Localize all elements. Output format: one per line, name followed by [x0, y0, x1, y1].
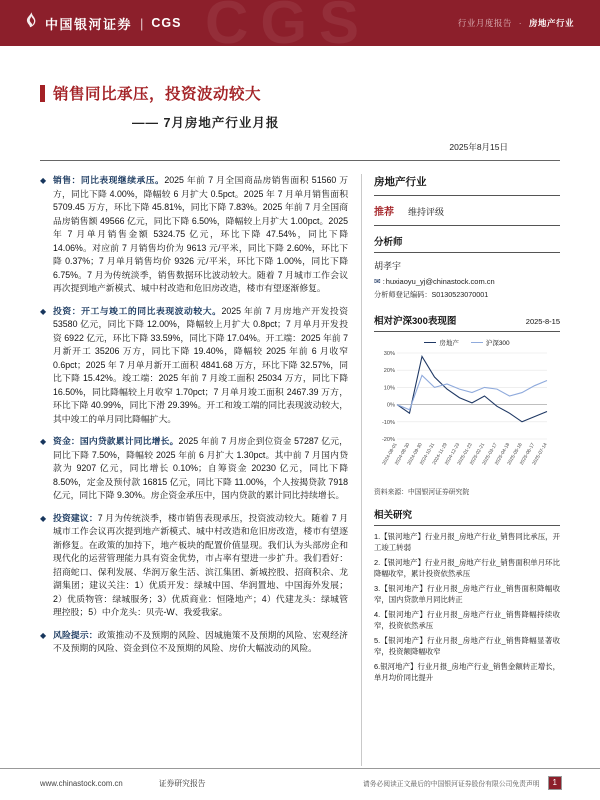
- header-banner: [0, 0, 600, 46]
- section-heading: 风险提示：: [53, 629, 98, 640]
- svg-text:2025-02-21: 2025-02-21: [469, 442, 487, 467]
- performance-chart-title: 相对沪深300表现图: [374, 316, 457, 327]
- report-type-label: 行业月度报告: [457, 18, 512, 28]
- email-colon: :: [382, 277, 385, 286]
- section-body: 2025 年前 7 月房企到位资金 57287 亿元，同比下降 7.50%，降幅较 2025 年前 6 月扩大 1.30pct。其中前 7 月国内贷款为 9207 亿元，同比增长 0.10%；自筹资金 20230 亿元，同比下降 8.50%，定金及预付款 16815 亿元，同比下降 11.00%，个人按揭贷款 7918 亿元，同比下降 9.30%。房企资金承压中，国内贷款的累计同比持续增长。: [53, 436, 348, 500]
- section-body: 2025 年前 7 月房地产开发投资 53580 亿元，同比下降 12.00%，降幅较上月扩大 0.8pct；7 月单月开发投资 6922 亿元，环比下降 33.59%，同比下降 17.04%。开工端：2025 年前 7 月新开工 35206 万方，同比下降 19.40%，降幅较 2025 年前 6 月收窄 0.6pct；2025 年 7 月单月新开工面积 4841.68 万方，环比下降 32.57%，同比下降 15.42%。竣工端：2025 年前 7 月竣工面积 25034 万方，同比下降 16.50%，同比降幅较上月收窄 1.70pct；7 月单月竣工面积 2467.39 万方，环比下降 40.99%，同比下滑 29.39%。开工和竣工端的同比表现波动较大，其中竣工的单月同比降幅扩大。: [53, 305, 348, 424]
- logo-divider: |: [140, 15, 144, 31]
- report-subtitle: —— 7月房地产行业月报: [132, 116, 280, 130]
- performance-chart: [374, 347, 560, 483]
- section-heading: 资金：国内贷款累计同比增长。: [53, 436, 179, 446]
- svg-text:20%: 20%: [383, 368, 395, 375]
- svg-text:2025-03-17: 2025-03-17: [482, 442, 499, 467]
- related-research-item[interactable]: 2.【银河地产】行业月报_房地产行业_销售面积单月环比降幅收窄，累计投资依然承压: [374, 558, 560, 578]
- svg-text:2025-04-18: 2025-04-18: [494, 442, 512, 467]
- report-section: [40, 629, 348, 656]
- sidebar: [362, 174, 560, 766]
- performance-chart-svg: [374, 347, 550, 483]
- title-accent-bar: [40, 85, 45, 102]
- analyst-reg-code: 分析师登记编码：S0130523070001: [374, 290, 489, 299]
- title-divider: [40, 160, 560, 161]
- cgs-flame-icon: [24, 11, 39, 35]
- chart-legend-item: 房地产: [424, 338, 459, 347]
- report-date: 2025年8月15日: [449, 142, 508, 152]
- svg-text:2024-08-30: 2024-08-30: [394, 442, 412, 467]
- chart-legend: [374, 338, 560, 347]
- rating-label: 推荐: [374, 207, 394, 218]
- svg-text:-10%: -10%: [381, 419, 395, 426]
- industry-title: 房地产行业: [374, 174, 560, 196]
- svg-text:2025-01-23: 2025-01-23: [457, 442, 474, 467]
- section-heading: 投资：开工与竣工的同比表现波动较大。: [53, 305, 222, 316]
- related-research-item[interactable]: 5.【银河地产】行业月报_房地产行业_销售降幅显著收窄，投资额降幅收窄: [374, 636, 560, 656]
- bullet-diamond-icon: ◆: [40, 176, 47, 185]
- envelope-icon: ✉: [374, 277, 381, 286]
- bullet-diamond-icon: ◆: [40, 437, 47, 446]
- related-research-item[interactable]: 4.【银河地产】行业月报_房地产行业_销售降幅持续收窄，投资依然承压: [374, 610, 560, 630]
- cgs-logo: [24, 11, 182, 35]
- svg-text:2024-08-01: 2024-08-01: [382, 442, 399, 467]
- bullet-diamond-icon: ◆: [40, 630, 47, 640]
- footer-website[interactable]: www.chinastock.com.cn: [40, 778, 123, 788]
- report-section: [40, 435, 348, 503]
- footer: [0, 768, 600, 790]
- analyst-email-row: [374, 277, 560, 286]
- bullet-diamond-icon: ◆: [40, 306, 47, 316]
- svg-text:2025-07-14: 2025-07-14: [532, 442, 549, 467]
- svg-text:2024-12-23: 2024-12-23: [444, 442, 462, 467]
- svg-text:2024-10-31: 2024-10-31: [419, 442, 437, 467]
- report-section: [40, 305, 348, 427]
- section-body: 7 月为传统淡季，楼市销售表现承压，投资波动较大。随着 7 月城市工作会议再次提到地产新模式、城中村改造和危旧房改造，楼市有望逐渐修复。在政策的加持下，地产板块的配置价值显现。我们认为头部房企和现代化的运营管理能力具有资金优势，市占率有望进一步扩升。我们看好：招商蛇口、保利发展、华润万象生活、滨江集团、新城控股、招商积余、龙湖集团；建议关注：1）优质开发：绿城中国、华润置地、中国海外发展；2）优质物管：绿城服务；3）优质商业：恒隆地产；4）代建龙头：绿城管理控股；5）中介龙头：贝壳-W、我爱我家。: [53, 512, 348, 617]
- section-body: 政策推动不及预期的风险、因城施策不及预期的风险、宏观经济不及预期的风险、资金到位不及预期的风险、房价大幅波动的风险。: [53, 629, 348, 653]
- rating-status: 维持评级: [408, 207, 445, 217]
- svg-text:2025-06-17: 2025-06-17: [519, 442, 537, 467]
- svg-text:-20%: -20%: [381, 437, 395, 443]
- report-section: [40, 174, 348, 296]
- related-research-item[interactable]: 3.【银河地产】行业月报_房地产行业_销售面积降幅收窄，国内贷款单月同比转正: [374, 584, 560, 604]
- report-section: [40, 512, 348, 620]
- analyst-email[interactable]: huxiaoyu_yj@chinastock.com.cn: [385, 277, 495, 286]
- bullet-diamond-icon: ◆: [40, 513, 47, 523]
- chart-legend-item: 沪深300: [471, 338, 510, 347]
- section-heading: 投资建议：: [53, 512, 98, 523]
- svg-text:2024-11-29: 2024-11-29: [432, 442, 449, 466]
- footer-disclaimer: 请务必阅读正文最后的中国银河证券股份有限公司免责声明: [362, 781, 540, 788]
- logo-text: 中国银河证券: [45, 16, 133, 32]
- section-heading: 销售：同比表现继续承压。: [53, 175, 165, 185]
- related-research-list: [374, 532, 560, 683]
- report-title: 销售同比承压，投资波动较大: [53, 86, 262, 103]
- svg-text:2025-05-16: 2025-05-16: [507, 442, 524, 467]
- title-block: [40, 82, 560, 153]
- performance-chart-date: 2025-8-15: [525, 317, 560, 326]
- related-research-item[interactable]: 6.银河地产】行业月报_房地产行业_销售金额转正增长，单月均价同比提升: [374, 662, 560, 682]
- svg-text:0%: 0%: [386, 402, 395, 409]
- page-number: 1: [548, 776, 562, 790]
- banner-category: [458, 17, 574, 29]
- report-sections: [40, 174, 362, 766]
- page-body: [40, 174, 560, 766]
- banner-watermark: CGS: [205, 0, 372, 46]
- related-research-title: 相关研究: [374, 507, 560, 526]
- rating-row: [374, 203, 560, 226]
- svg-text:30%: 30%: [383, 351, 395, 357]
- footer-report-label: 证券研究报告: [158, 778, 206, 788]
- analyst-name: 胡孝宇: [374, 261, 402, 271]
- logo-suffix: CGS: [151, 16, 182, 30]
- banner-industry-label: 房地产行业: [528, 18, 574, 28]
- analyst-section-title: 分析师: [374, 234, 560, 253]
- svg-text:10%: 10%: [383, 385, 395, 392]
- chart-source: 资料来源：中国银河证券研究院: [374, 489, 470, 496]
- category-separator: ·: [518, 18, 523, 28]
- related-research-item[interactable]: 1.【银河地产】行业月报_房地产行业_销售同比承压，开工竣工转弱: [374, 532, 560, 552]
- performance-chart-header: [374, 313, 560, 332]
- section-body: 2025 年前 7 月全国商品房销售面积 51560 万方，同比下降 4.00%，降幅较 6 月扩大 0.5pct。2025 年 7 月单月销售面积 5709.45 万方，环比下降 45.81%，同比下降 7.83%。2025 年前 7 月全国商品房销售额 49566 亿元，同比下降 6.50%，降幅较上月扩大 1.00pct。2025 年 7 月单月销售金额 5324.75 亿元，环比下降 47.54%，同比下降 14.06%。对应前 7 月销售均价为 9613 元/平米，同比下降 2.60%，环比下降 0.37%；7 月单月销售均价 9326 元/平米，环比下降 1.00%，同比下降 6.75%。7 月为传统淡季，销售数据环比波动较大。随着 7 月城市工作会议再次提到地产新模式、城中村改造和危旧房改造，楼市有望逐渐修复。: [53, 175, 348, 293]
- svg-text:2024-09-30: 2024-09-30: [407, 442, 424, 467]
